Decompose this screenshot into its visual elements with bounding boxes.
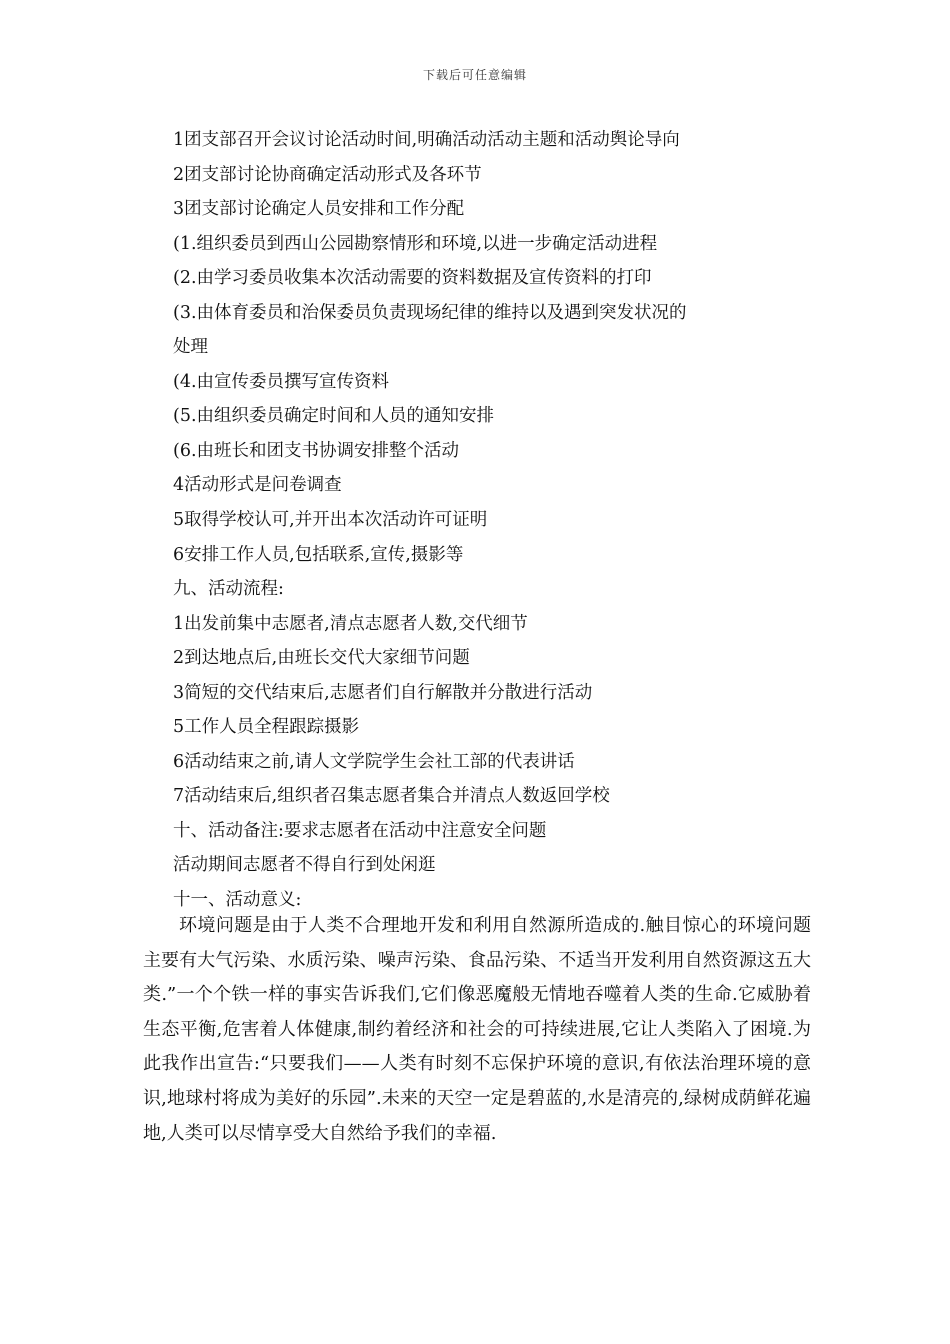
list-item: 2到达地点后,由班长交代大家细节问题 <box>173 648 470 669</box>
list-item: 1出发前集中志愿者,清点志愿者人数,交代细节 <box>173 613 528 634</box>
list-item: (5.由组织委员确定时间和人员的通知安排 <box>173 406 495 427</box>
list-item: (6.由班长和团支书协调安排整个活动 <box>173 440 460 461</box>
list-item: 3团支部讨论确定人员安排和工作分配 <box>173 199 465 220</box>
list-item: 5取得学校认可,并开出本次活动许可证明 <box>173 510 488 531</box>
significance-paragraph: 环境问题是由于人类不合理地开发和利用自然源所造成的.触目惊心的环境问题主要有大气污染、水质污染、噪声污染、食品污染、不适当开发利用自然资源这五大类.”一个个铁一样的事实告诉我们,它们像恶魔般无情地吞噬着人类的生命.它威胁着生态平衡,危害着人体健康,制约着经济和社会的可持续进展,它让人类陷入了困境.为此我作出宣告:“只要我们——人类有时刻不忘保护环境的意识,有依法治理环境的意识,地球村将成为美好的乐园”.未来的天空一定是碧蓝的,水是清亮的,绿树成荫鲜花遍地,人类可以尽情享受大自然给予我们的幸福. <box>143 915 811 1144</box>
list-item: 2团支部讨论协商确定活动形式及各环节 <box>173 164 482 185</box>
list-item: (3.由体育委员和治保委员负责现场纪律的维持以及遇到突发状况的 <box>173 302 687 323</box>
list-item: 7活动结束后,组织者召集志愿者集合并清点人数返回学校 <box>173 786 610 807</box>
list-item: 4活动形式是问卷调查 <box>173 475 342 496</box>
plan-list <box>173 123 813 918</box>
section-heading: 九、活动流程: <box>173 579 284 600</box>
page-header: 下载后可任意编辑 <box>422 68 527 82</box>
list-item: 1团支部召开会议讨论活动时间,明确活动活动主题和活动舆论导向 <box>173 130 680 150</box>
list-item: (4.由宣传委员撰写宣传资料 <box>173 371 390 392</box>
list-item: 活动期间志愿者不得自行到处闲逛 <box>173 855 436 876</box>
list-item: 3简短的交代结束后,志愿者们自行解散并分散进行活动 <box>173 682 593 703</box>
section-heading: 十一、活动意义: <box>173 890 302 911</box>
list-item: (2.由学习委员收集本次活动需要的资料数据及宣传资料的打印 <box>173 268 652 289</box>
list-item: 6活动结束之前,请人文学院学生会社工部的代表讲话 <box>173 751 575 772</box>
section-heading: 十、活动备注:要求志愿者在活动中注意安全问题 <box>173 820 547 841</box>
list-item: 处理 <box>173 337 208 358</box>
list-item: 6安排工作人员,包括联系,宣传,摄影等 <box>173 544 464 565</box>
list-item: (1.组织委员到西山公园勘察情形和环境,以进一步确定活动进程 <box>173 233 658 254</box>
list-item: 5工作人员全程跟踪摄影 <box>173 717 360 738</box>
